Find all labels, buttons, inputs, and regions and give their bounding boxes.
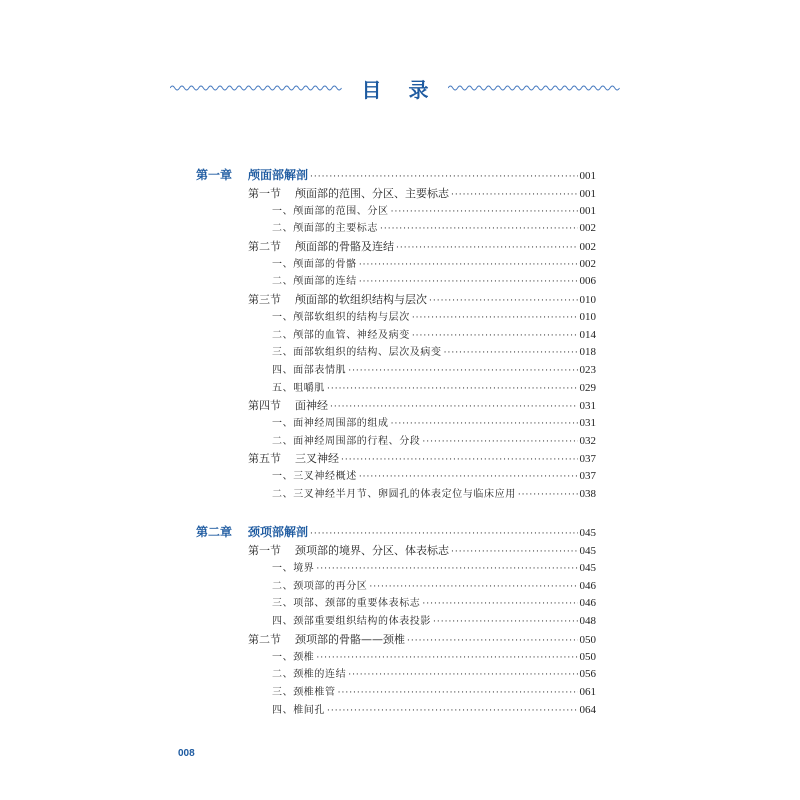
toc-section[interactable] <box>196 238 596 256</box>
toc-page-number: 002 <box>579 257 596 270</box>
toc-item[interactable] <box>196 578 596 596</box>
toc-section-title: 颅面部的范围、分区、主要标志 <box>295 187 449 200</box>
dot-leader <box>316 650 577 668</box>
dot-leader <box>348 363 577 381</box>
toc-section[interactable] <box>196 542 596 560</box>
dot-leader <box>391 416 578 434</box>
toc-item-title: 四、椎间孔 <box>272 704 325 716</box>
dot-leader <box>359 257 578 275</box>
dot-leader <box>451 187 578 205</box>
toc-item-title: 一、颅部软组织的结构与层次 <box>272 311 410 323</box>
page-number: 008 <box>178 748 195 759</box>
dot-leader <box>422 596 577 614</box>
right-wave-ornament <box>448 83 620 93</box>
dot-leader <box>422 434 577 452</box>
toc-page-number: 045 <box>579 527 596 540</box>
toc-item[interactable] <box>196 220 596 238</box>
dot-leader <box>429 293 578 311</box>
toc-section-number: 第三节 <box>248 293 281 307</box>
toc-item[interactable] <box>196 327 596 345</box>
toc-item[interactable] <box>196 486 596 504</box>
dot-leader <box>412 310 578 328</box>
dot-leader <box>380 221 578 239</box>
toc-item-title: 一、颅面部的骨骼 <box>272 258 357 270</box>
toc-section-title: 颅面部的软组织结构与层次 <box>295 293 427 307</box>
toc-item[interactable] <box>196 560 596 578</box>
toc-item-title: 四、颈部重要组织结构的体表投影 <box>272 616 431 628</box>
toc-item[interactable] <box>196 273 596 291</box>
toc-item[interactable] <box>196 684 596 702</box>
toc-section-number: 第二节 <box>248 632 281 646</box>
toc-item[interactable] <box>196 595 596 613</box>
toc-item-title: 一、境界 <box>272 563 315 575</box>
dot-leader <box>327 381 578 399</box>
toc-page-number: 002 <box>579 241 596 254</box>
toc-section-title: 颈项部的骨骼——颈椎 <box>295 632 405 646</box>
toc-page-number: 045 <box>579 545 596 558</box>
toc-section[interactable] <box>196 291 596 309</box>
toc-item[interactable] <box>196 666 596 684</box>
toc-section-number: 第一节 <box>248 544 281 558</box>
dot-leader <box>338 685 578 703</box>
toc-page-number: 001 <box>579 188 596 200</box>
toc-section-number: 第四节 <box>248 399 281 413</box>
toc-item[interactable] <box>196 649 596 667</box>
toc-item[interactable] <box>196 702 596 720</box>
toc-section-title: 面神经 <box>295 399 328 413</box>
toc-item-title: 三、项部、颈部的重要体表标志 <box>272 598 421 610</box>
dot-leader <box>348 667 577 685</box>
toc-item[interactable] <box>196 203 596 221</box>
dot-leader <box>444 345 578 363</box>
dot-leader <box>359 469 578 487</box>
toc-page-number: 050 <box>579 650 596 663</box>
toc-page-number: 031 <box>579 400 596 413</box>
toc-chapter-number: 第二章 <box>196 525 233 540</box>
toc-page-number: 046 <box>579 597 596 610</box>
toc-item-title: 一、颈椎 <box>272 651 315 663</box>
dot-leader <box>407 633 578 651</box>
toc-section-number: 第五节 <box>248 452 281 466</box>
toc-page-number: 056 <box>579 668 596 681</box>
toc-item-title: 二、颈项部的再分区 <box>272 580 368 592</box>
toc-page-number: 037 <box>579 470 596 482</box>
toc-section[interactable] <box>196 397 596 415</box>
toc-section[interactable] <box>196 631 596 649</box>
toc-item[interactable] <box>196 433 596 451</box>
toc-page-number: 038 <box>579 487 596 500</box>
toc-page-number: 064 <box>579 703 596 716</box>
toc-page-number: 031 <box>579 416 596 429</box>
toc-item-title: 一、三叉神经概述 <box>272 471 357 482</box>
toc-section[interactable] <box>196 185 596 203</box>
toc-page-number: 037 <box>579 453 596 466</box>
toc-page-number: 061 <box>579 685 596 698</box>
dot-leader <box>396 240 578 258</box>
toc-item[interactable] <box>196 344 596 362</box>
toc-chapter[interactable] <box>196 166 596 185</box>
toc-section-number: 第一节 <box>248 187 281 200</box>
table-of-contents <box>196 166 596 719</box>
toc-page-number: 050 <box>579 633 596 646</box>
dot-leader <box>341 452 578 470</box>
toc-page-number: 006 <box>579 275 596 288</box>
toc-item-title: 一、面神经周围部的组成 <box>272 417 389 429</box>
toc-chapter[interactable] <box>196 523 596 542</box>
toc-item[interactable] <box>196 613 596 631</box>
toc-section-number: 第二节 <box>248 240 281 254</box>
toc-item[interactable] <box>196 362 596 380</box>
toc-section-title: 三叉神经 <box>295 452 339 466</box>
dot-leader <box>316 561 577 579</box>
title-row <box>170 70 620 106</box>
toc-item-title: 二、颅面部的连结 <box>272 276 357 288</box>
toc-item-title: 三、面部软组织的结构、层次及病变 <box>272 347 442 359</box>
toc-section-title: 颅面部的骨骼及连结 <box>295 240 394 254</box>
toc-item-title: 二、颅部的血管、神经及病变 <box>272 329 410 341</box>
toc-section[interactable] <box>196 450 596 468</box>
dot-leader <box>433 614 578 632</box>
toc-page-number: 001 <box>579 204 596 217</box>
toc-page-number: 010 <box>579 310 596 323</box>
dot-leader <box>359 274 578 292</box>
toc-section-title: 颈项部的境界、分区、体表标志 <box>295 544 449 558</box>
dot-leader <box>369 579 577 597</box>
toc-item-title: 一、颅面部的范围、分区 <box>272 205 389 217</box>
toc-page-number: 018 <box>579 346 596 359</box>
dot-leader <box>391 204 578 222</box>
toc-item[interactable] <box>196 256 596 274</box>
toc-item[interactable] <box>196 468 596 486</box>
toc-item-title: 二、三叉神经半月节、卵圆孔的体表定位与临床应用 <box>272 488 516 500</box>
toc-page-number: 023 <box>579 363 596 376</box>
toc-item-title: 五、咀嚼肌 <box>272 382 325 394</box>
dot-leader <box>451 544 578 562</box>
toc-page-number: 048 <box>579 615 596 628</box>
toc-item[interactable] <box>196 415 596 433</box>
toc-page-number: 002 <box>579 222 596 235</box>
toc-chapter-title: 颅面部解剖 <box>248 168 309 182</box>
toc-page-number: 001 <box>579 170 596 182</box>
toc-page-number: 029 <box>579 381 596 394</box>
left-wave-ornament <box>170 83 342 93</box>
chapter-gap <box>196 503 596 523</box>
toc-item-title: 二、颅面部的主要标志 <box>272 223 378 235</box>
toc-page-number: 010 <box>579 294 596 307</box>
toc-item-title: 三、颈椎椎管 <box>272 686 336 698</box>
toc-chapter-title: 颈项部解剖 <box>248 525 309 540</box>
toc-page-number: 014 <box>579 328 596 341</box>
toc-item[interactable] <box>196 380 596 398</box>
toc-item-title: 四、面部表情肌 <box>272 364 347 376</box>
dot-leader <box>518 487 578 505</box>
toc-item-title: 二、面神经周围部的行程、分段 <box>272 435 421 447</box>
dot-leader <box>327 703 578 721</box>
toc-chapter-number: 第一章 <box>196 168 233 182</box>
page-title: 目 录 <box>361 77 439 102</box>
toc-item[interactable] <box>196 309 596 327</box>
toc-page-number: 045 <box>579 562 596 575</box>
toc-page-number: 032 <box>579 434 596 447</box>
dot-leader <box>412 328 578 346</box>
toc-page-number: 046 <box>579 579 596 592</box>
toc-item-title: 二、颈椎的连结 <box>272 669 347 681</box>
